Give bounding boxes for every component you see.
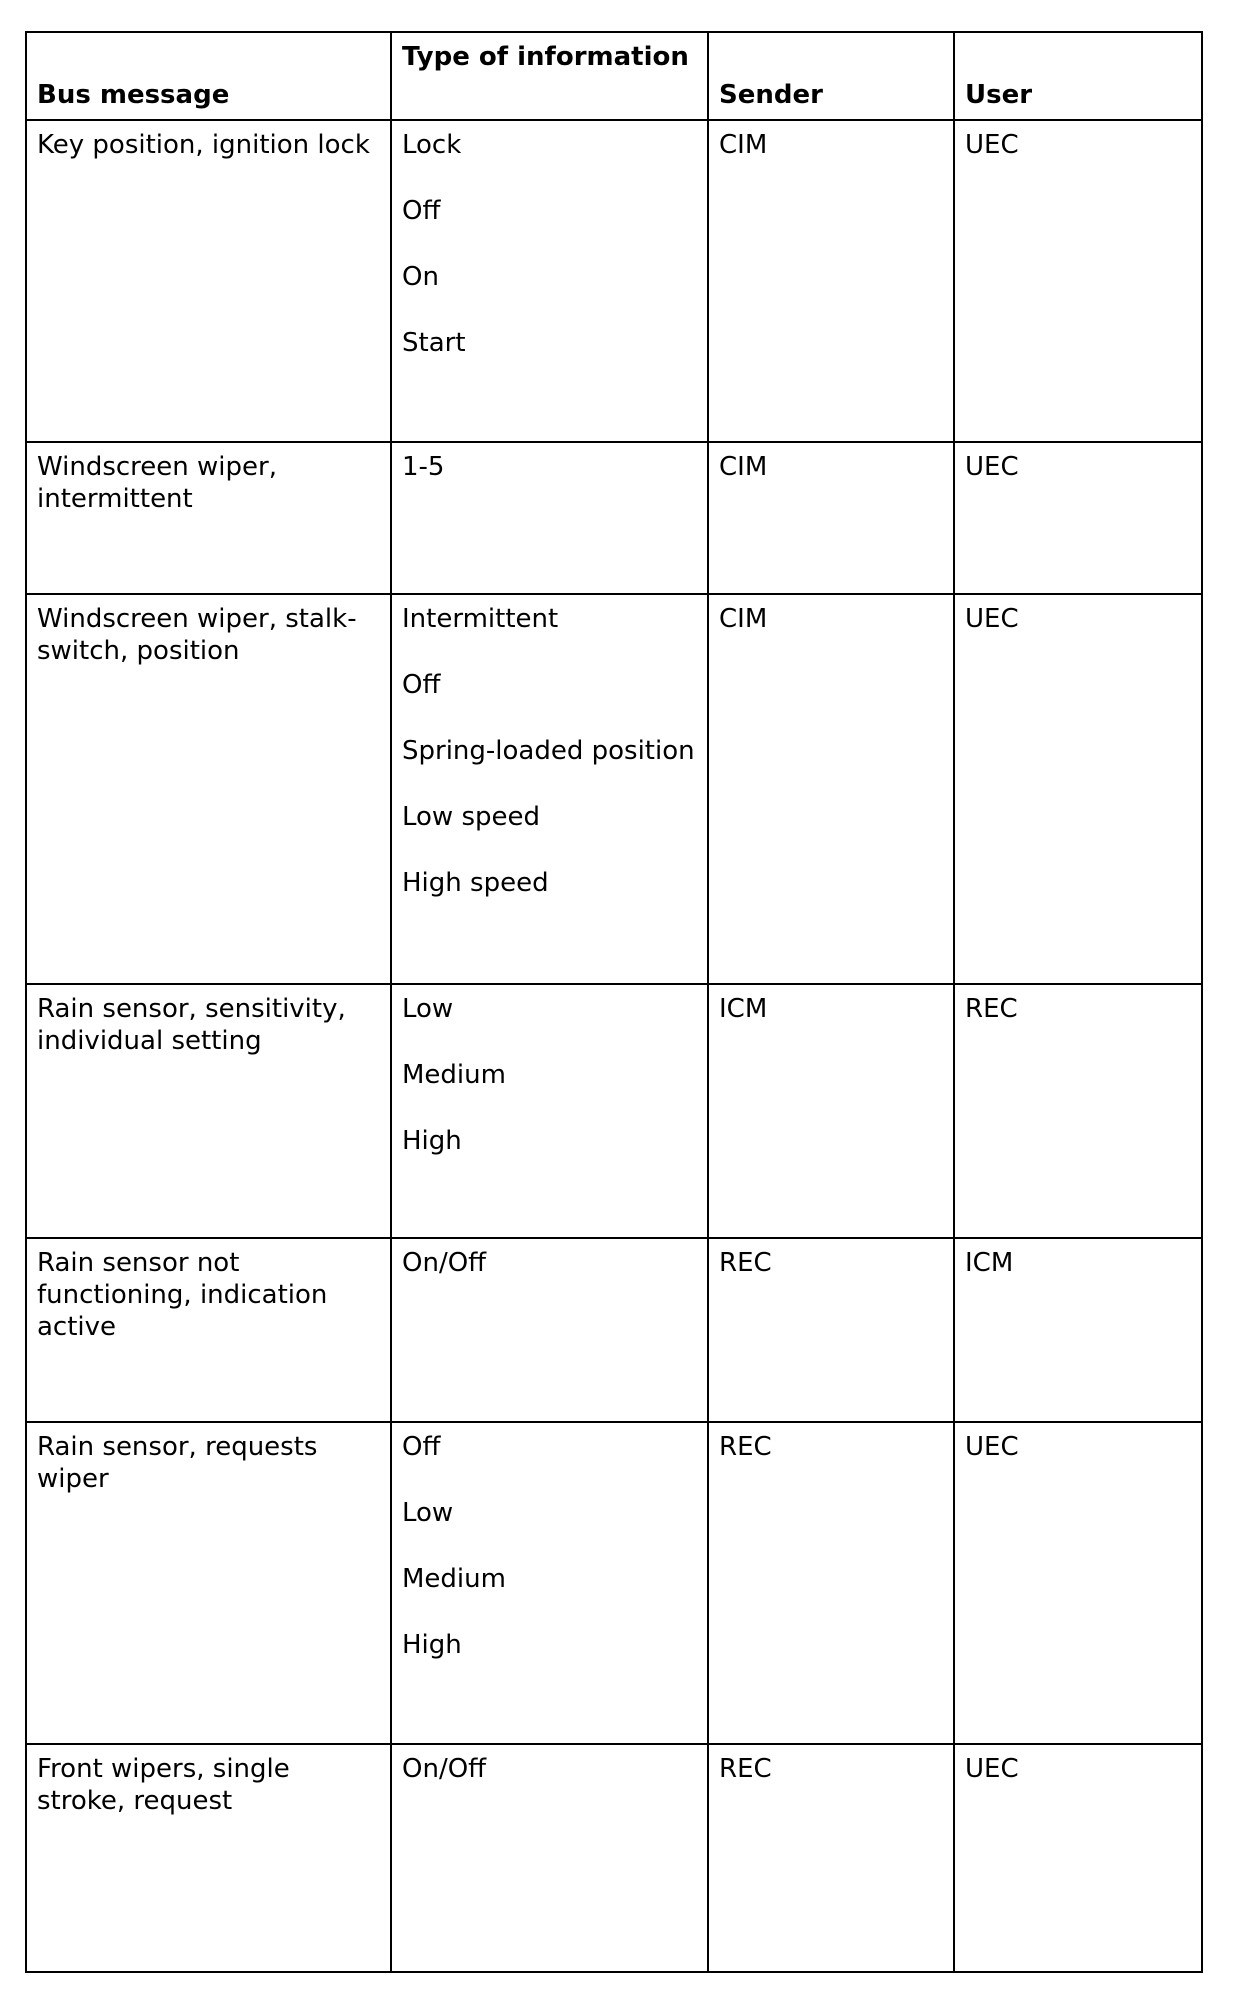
info-value: Off bbox=[402, 1432, 441, 1462]
cell-user: UEC bbox=[954, 442, 1202, 594]
cell-bus-message: Windscreen wiper, intermittent bbox=[26, 442, 391, 594]
cell-user: ICM bbox=[954, 1238, 1202, 1422]
cell-bus-message: Rain sensor, requests wiper bbox=[26, 1422, 391, 1744]
cell-sender: REC bbox=[708, 1422, 954, 1744]
document-page bbox=[25, 31, 1201, 1973]
info-value: Medium bbox=[402, 1060, 506, 1090]
header-sender: Sender bbox=[708, 32, 954, 120]
info-value: 1-5 bbox=[402, 452, 445, 482]
cell-sender: ICM bbox=[708, 984, 954, 1238]
info-value: On bbox=[402, 262, 439, 292]
cell-bus-message: Rain sensor not functioning, indication active bbox=[26, 1238, 391, 1422]
table-row bbox=[26, 1238, 1202, 1422]
cell-sender: CIM bbox=[708, 442, 954, 594]
cell-bus-message: Rain sensor, sensitivity, individual setting bbox=[26, 984, 391, 1238]
header-type-of-information: Type of information bbox=[391, 32, 708, 120]
info-value: Low bbox=[402, 994, 454, 1024]
cell-type-of-information bbox=[391, 984, 708, 1238]
table-row bbox=[26, 120, 1202, 442]
info-value: Medium bbox=[402, 1564, 506, 1594]
info-value: Off bbox=[402, 670, 441, 700]
info-value: High bbox=[402, 1126, 462, 1156]
info-value: High speed bbox=[402, 868, 549, 898]
cell-user: UEC bbox=[954, 1422, 1202, 1744]
cell-type-of-information bbox=[391, 120, 708, 442]
cell-user: REC bbox=[954, 984, 1202, 1238]
table-row bbox=[26, 594, 1202, 984]
cell-user: UEC bbox=[954, 594, 1202, 984]
cell-bus-message: Key position, ignition lock bbox=[26, 120, 391, 442]
info-value: Intermittent bbox=[402, 604, 559, 634]
info-value: Off bbox=[402, 196, 441, 226]
cell-type-of-information bbox=[391, 442, 708, 594]
info-value: Spring-loaded position bbox=[402, 736, 695, 766]
cell-sender: CIM bbox=[708, 594, 954, 984]
header-bus-message: Bus message bbox=[26, 32, 391, 120]
info-value: High bbox=[402, 1630, 462, 1660]
info-value: On/Off bbox=[402, 1248, 487, 1278]
info-value: Low bbox=[402, 1498, 454, 1528]
table-header-row bbox=[26, 32, 1202, 120]
cell-bus-message: Front wipers, single stroke, request bbox=[26, 1744, 391, 1972]
table-row bbox=[26, 1744, 1202, 1972]
info-value: Low speed bbox=[402, 802, 541, 832]
table-body bbox=[26, 120, 1202, 1972]
cell-bus-message: Windscreen wiper, stalk-switch, position bbox=[26, 594, 391, 984]
cell-sender: REC bbox=[708, 1744, 954, 1972]
cell-type-of-information bbox=[391, 594, 708, 984]
cell-user: UEC bbox=[954, 1744, 1202, 1972]
info-value: Start bbox=[402, 328, 466, 358]
cell-sender: CIM bbox=[708, 120, 954, 442]
info-value: Lock bbox=[402, 130, 462, 160]
table-row bbox=[26, 984, 1202, 1238]
cell-type-of-information bbox=[391, 1422, 708, 1744]
bus-message-table bbox=[25, 31, 1203, 1973]
cell-type-of-information bbox=[391, 1744, 708, 1972]
cell-sender: REC bbox=[708, 1238, 954, 1422]
table-row bbox=[26, 442, 1202, 594]
table-row bbox=[26, 1422, 1202, 1744]
cell-user: UEC bbox=[954, 120, 1202, 442]
info-value: On/Off bbox=[402, 1754, 487, 1784]
cell-type-of-information bbox=[391, 1238, 708, 1422]
header-user: User bbox=[954, 32, 1202, 120]
